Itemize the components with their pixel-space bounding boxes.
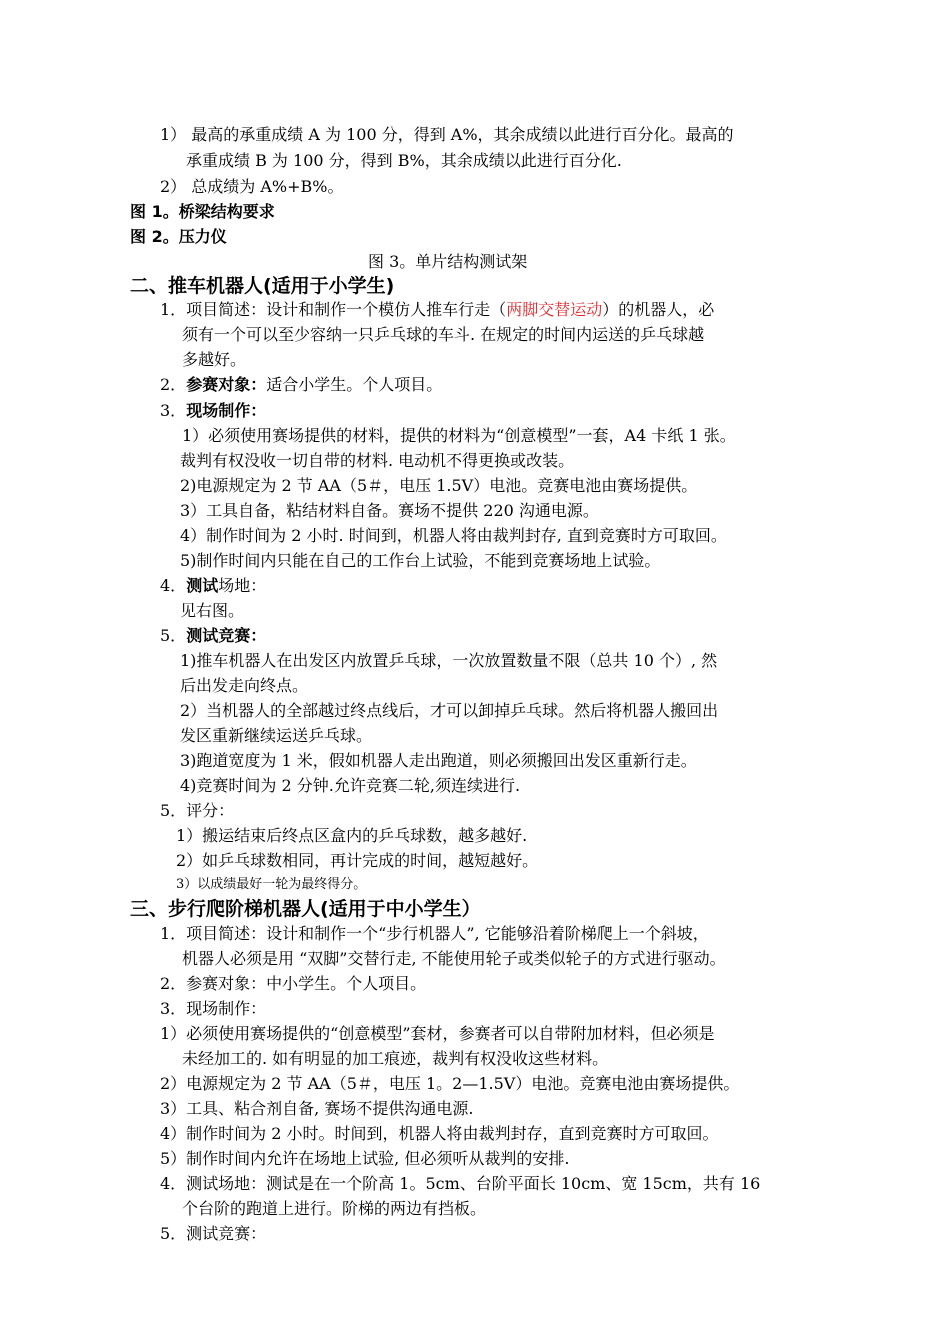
stair-item-4-line-1: 4．测试场地：测试是在一个阶高 1。5cm、台阶平面长 10cm、宽 15cm，共有 16 — [160, 1174, 761, 1193]
pushcart-item-1-line-2: 须有一个可以至少容纳一只乒乓球的车斗. 在规定的时间内运送的乒乓球越 — [182, 325, 705, 344]
pushcart-score-3: 3）以成绩最好一轮为最终得分。 — [176, 877, 367, 892]
pushcart-item-4: 4．测试场地： — [160, 576, 267, 595]
score-item-1-line-2: 承重成绩 B 为 100 分，得到 B%，其余成绩以此进行百分化. — [186, 151, 622, 170]
stair-make-4: 4）制作时间为 2 小时。时间到，机器人将由裁判封存，直到竞赛时方可取回。 — [160, 1124, 719, 1143]
stair-make-1-line-1: 1）必须使用赛场提供的“创意模型”套材，参赛者可以自带附加材料，但必须是 — [160, 1024, 715, 1043]
figure-caption-2: 图 2。压力仪 — [130, 227, 227, 246]
score-item-1-line-1: 1） 最高的承重成绩 A 为 100 分，得到 A%，其余成绩以此进行百分化。最高的 — [160, 125, 734, 144]
stair-make-5: 5）制作时间内允许在场地上试验, 但必须听从裁判的安排. — [160, 1149, 570, 1168]
pushcart-test-2-line-1: 2）当机器人的全部越过终点线后，才可以卸掉乒乓球。然后将机器人搬回出 — [180, 701, 719, 720]
pushcart-test-2-line-2: 发区重新继续运送乒乓球。 — [180, 726, 373, 745]
score-item-2: 2） 总成绩为 A%+B%。 — [160, 177, 344, 196]
figure-caption-3: 图 3。单片结构测试架 — [368, 252, 528, 271]
pushcart-venue-text: 见右图。 — [180, 601, 245, 620]
stair-item-2: 2．参赛对象：中小学生。个人项目。 — [160, 974, 427, 993]
stair-item-3: 3．现场制作： — [160, 999, 267, 1018]
stair-make-3: 3）工具、粘合剂自备, 赛场不提供沟通电源. — [160, 1099, 474, 1118]
pushcart-make-1-line-1: 1）必须使用赛场提供的材料，提供的材料为“创意模型”一套，A4 卡纸 1 张。 — [182, 426, 736, 445]
pushcart-item-3: 3．现场制作： — [160, 401, 267, 420]
stair-make-2: 2）电源规定为 2 节 AA（5＃，电压 1。2—1.5V）电池。竞赛电池由赛场提供。 — [160, 1074, 740, 1093]
stair-item-1-line-1: 1．项目简述：设计和制作一个“步行机器人”, 它能够沿着阶梯爬上一个斜坡， — [160, 924, 709, 943]
pushcart-item-1-line-3: 多越好。 — [182, 350, 247, 369]
stair-item-5: 5．测试竞赛： — [160, 1224, 267, 1243]
pushcart-test-3: 3)跑道宽度为 1 米，假如机器人走出跑道，则必须搬回出发区重新行走。 — [180, 751, 697, 770]
pushcart-make-4: 4）制作时间为 2 小时. 时间到，机器人将由裁判封存, 直到竞赛时方可取回。 — [180, 526, 727, 545]
pushcart-test-1-line-2: 后出发走向终点。 — [180, 676, 309, 695]
stair-make-1-line-2: 未经加工的. 如有明显的加工痕迹，裁判有权没收这些材料。 — [182, 1049, 609, 1068]
stair-item-4-line-2: 个台阶的跑道上进行。阶梯的两边有挡板。 — [182, 1199, 487, 1218]
pushcart-test-1-line-1: 1)推车机器人在出发区内放置乒乓球，一次放置数量不限（总共 10 个）, 然 — [180, 651, 718, 670]
pushcart-make-3: 3）工具自备，粘结材料自备。赛场不提供 220 沟通电源。 — [180, 501, 599, 520]
pushcart-item-1-line-1: 1．项目简述：设计和制作一个模仿人推车行走（两脚交替运动）的机器人，必 — [160, 300, 715, 319]
figure-caption-1: 图 1。桥梁结构要求 — [130, 202, 275, 221]
pushcart-score-1: 1）搬运结束后终点区盒内的乒乓球数，越多越好. — [176, 826, 528, 845]
pushcart-test-4: 4)竞赛时间为 2 分钟.允许竞赛二轮,须连续进行. — [180, 776, 521, 795]
highlight-text: 两脚交替运动 — [506, 300, 603, 319]
pushcart-item-2: 2．参赛对象：适合小学生。个人项目。 — [160, 375, 443, 394]
pushcart-item-5: 5．测试竞赛： — [160, 626, 267, 645]
pushcart-make-1-line-2: 裁判有权没收一切自带的材料. 电动机不得更换或改装。 — [180, 451, 575, 470]
pushcart-make-2: 2)电源规定为 2 节 AA（5＃，电压 1.5V）电池。竞赛电池由赛场提供。 — [180, 476, 698, 495]
stair-item-1-line-2: 机器人必须是用 “双脚”交替行走, 不能使用轮子或类似轮子的方式进行驱动。 — [182, 949, 726, 968]
pushcart-score-2: 2）如乒乓球数相同，再计完成的时间，越短越好。 — [176, 851, 539, 870]
section-heading-stair-robot: 三、步行爬阶梯机器人(适用于中小学生） — [130, 898, 481, 920]
pushcart-make-5: 5)制作时间内只能在自己的工作台上试验，不能到竞赛场地上试验。 — [180, 551, 661, 570]
section-heading-pushcart-robot: 二、推车机器人(适用于小学生) — [130, 275, 395, 297]
pushcart-item-score: 5．评分： — [160, 801, 235, 820]
